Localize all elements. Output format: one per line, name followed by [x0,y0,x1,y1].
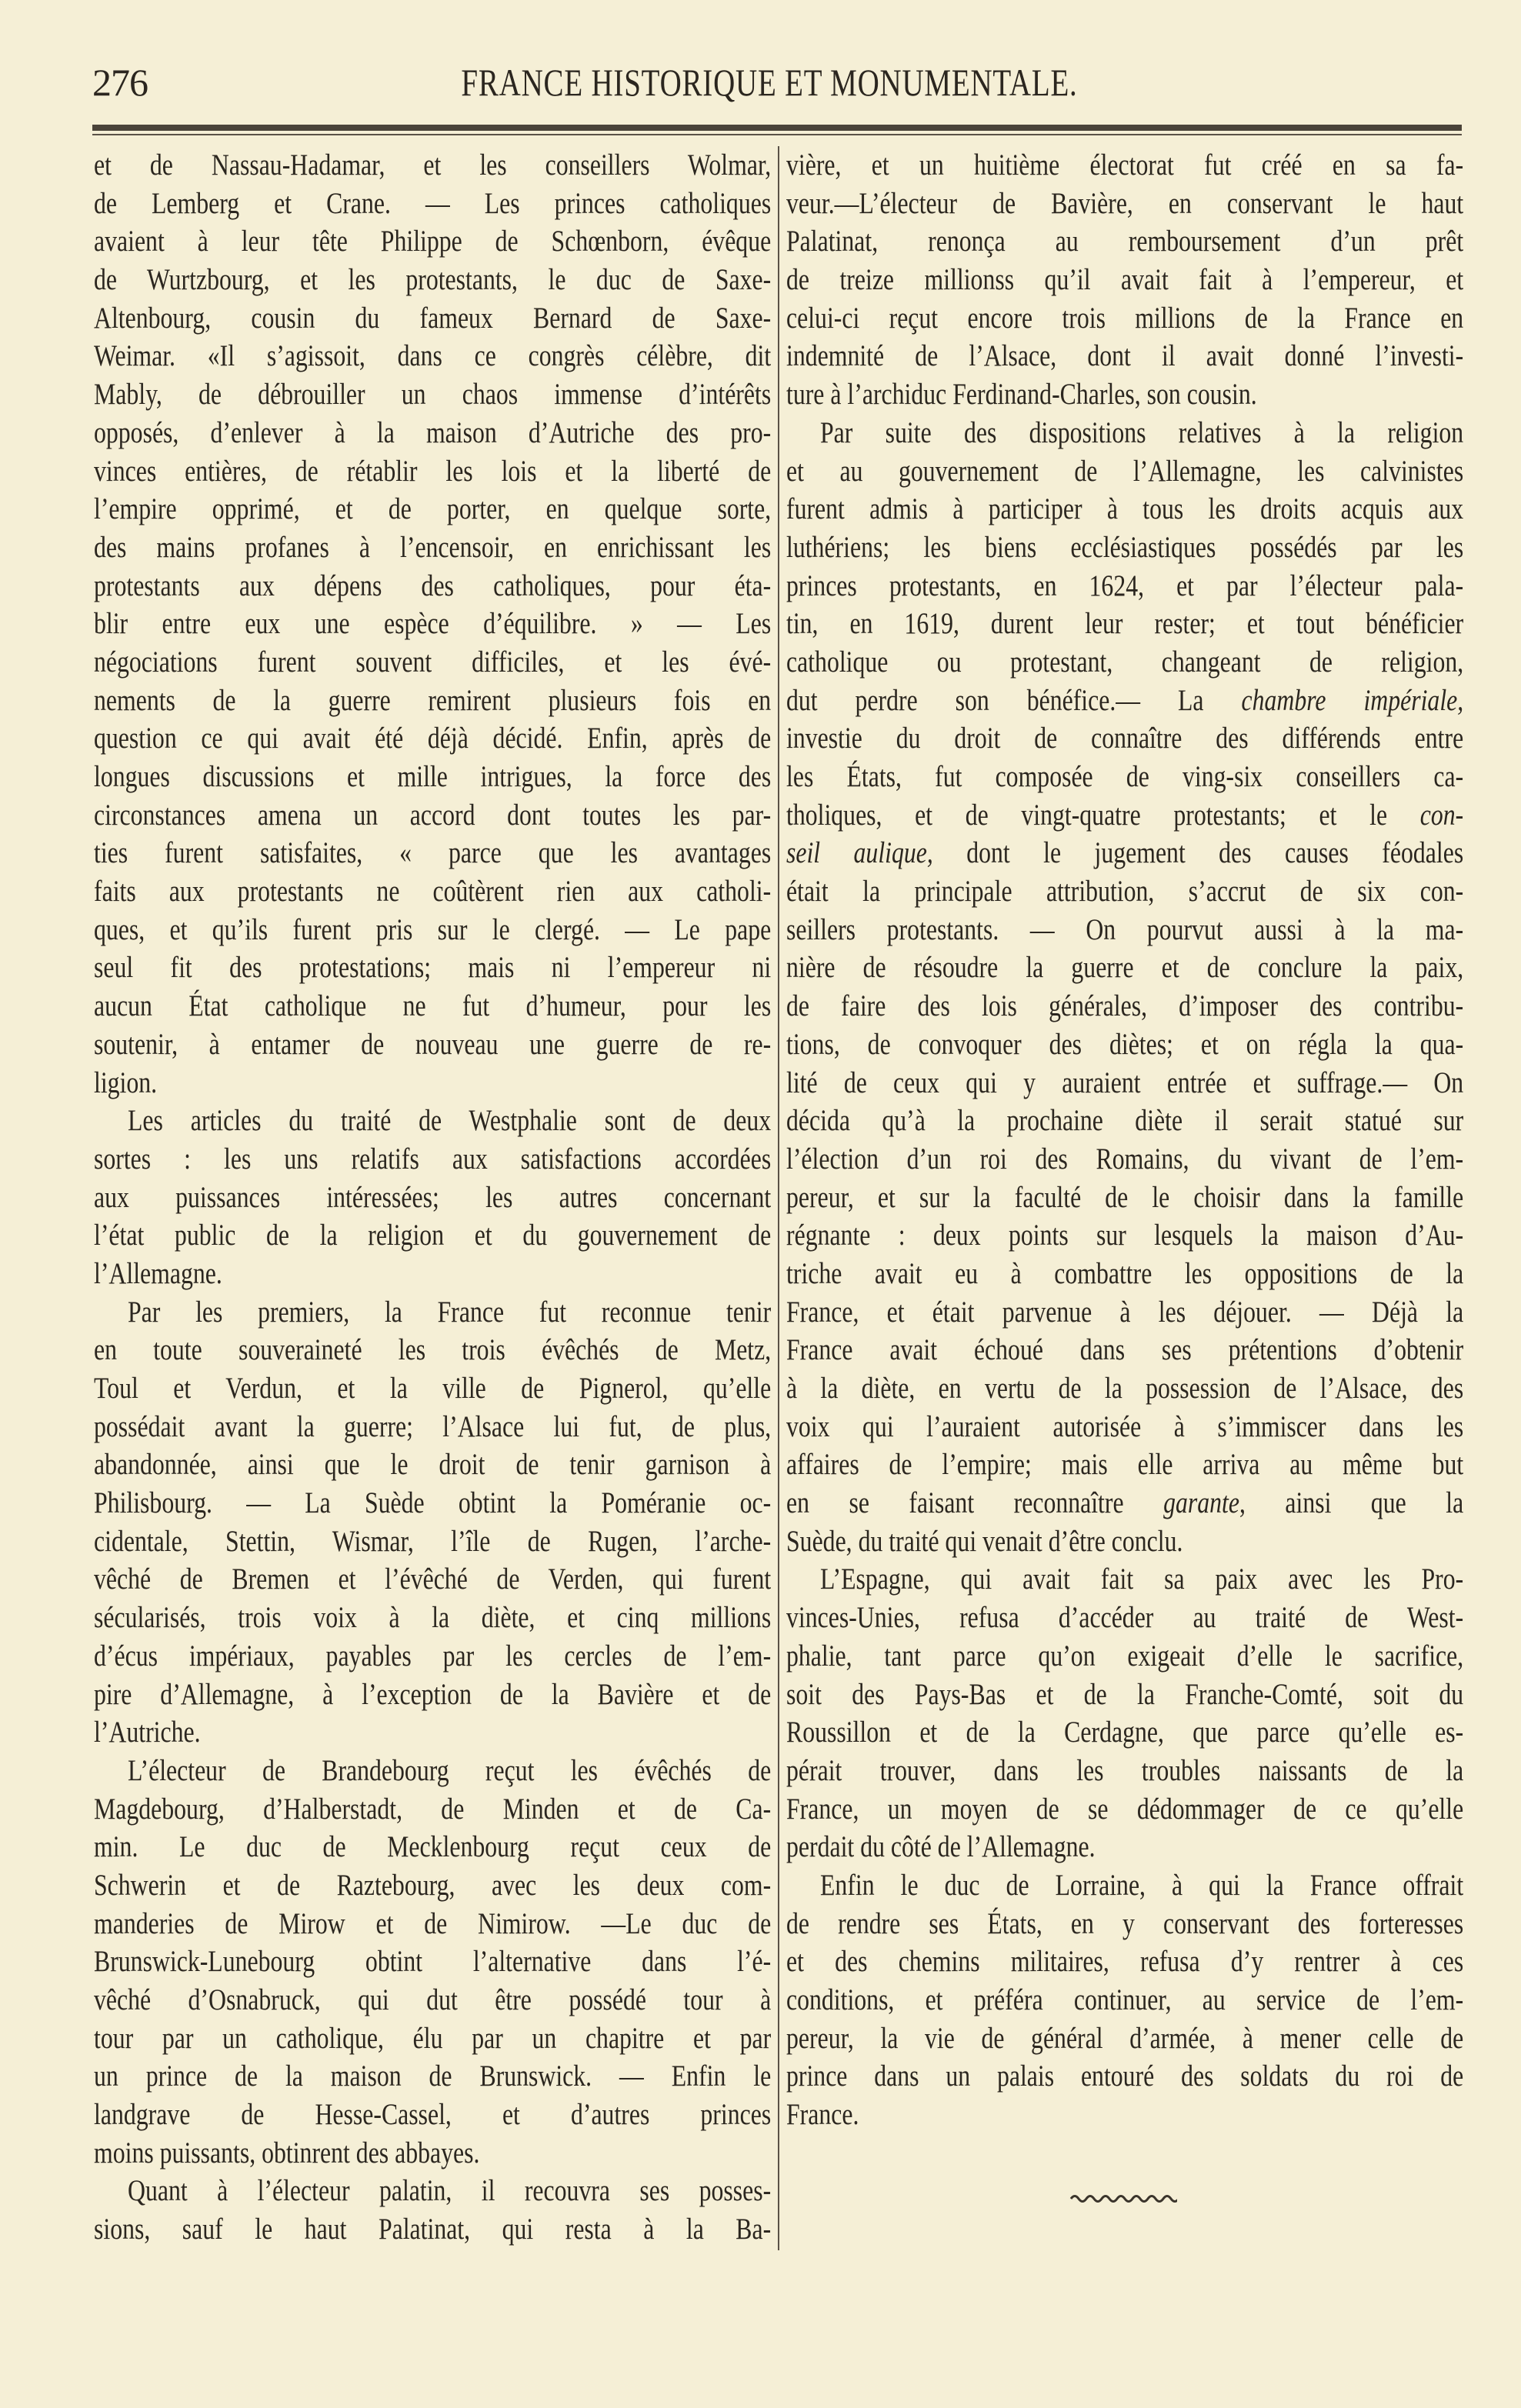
text-line: l’Autriche. [94,1716,201,1749]
paragraph [94,1293,771,1752]
text-line: opposés, d’enlever à la maison d’Autriche des pro- [94,415,772,449]
paragraph [94,146,771,1102]
text-line: moins puissants, obtinrent des abbayes. [94,2136,480,2170]
text-line: de Wurtzbourg, et les protestants, le duc de Saxe- [94,263,772,297]
paragraph [786,1560,1463,1866]
text-segment: dont le jugement des causes féodales [932,836,1464,870]
text-line: l’empire opprimé, et de porter, en quelque sorte, [94,492,772,526]
text-line: triche avait eu à combattre les oppositions de la [786,1256,1464,1290]
text-line: pereur, et sur la faculté de le choisir dans la famille [786,1180,1464,1214]
text-line: Altenbourg, cousin du fameux Bernard de Saxe- [94,301,772,335]
text-line: furent admis à participer à tous les droits acquis aux [786,492,1464,526]
text-line: L’électeur de Brandebourg reçut les évêchés de [128,1753,772,1787]
text-line: France avait échoué dans ses prétentions d’obtenir [786,1333,1464,1367]
paragraph [94,1102,771,1292]
text-line: prince dans un palais entouré des soldats du roi de [786,2059,1464,2093]
text-line: des mains profanes à l’encensoir, en enrichissant les [94,530,772,564]
text-line: investie du droit de connaître des différends entre [786,722,1464,755]
text-line: question ce qui avait été déjà décidé. Enfin, après de [94,722,772,755]
text-line: ques, et qu’ils furent pris sur le clergé. — Le pape [94,912,772,946]
paragraph [94,1752,771,2173]
text-line: L’Espagne, qui avait fait sa paix avec les Pro- [820,1563,1464,1596]
text-line: l’élection d’un roi des Romains, du vivant de l’em- [786,1142,1464,1176]
text-line: et des chemins militaires, refusa d’y rentrer à ces [786,1945,1464,1979]
text-line: soit des Pays-Bas et de la Franche-Comté, soit du [786,1677,1464,1711]
text-line: circonstances amena un accord dont toutes les par- [94,798,772,832]
text-line: Enfin le duc de Lorraine, à qui la France offrait [820,1868,1464,1902]
text-line: luthériens; les biens ecclésiastiques possédés par les [786,530,1464,564]
right-column [786,146,1463,2134]
text-line: était la principale attribution, s’accrut de six con- [786,875,1464,909]
text-segment: dut perdre son bénéfice.— La [786,683,1242,717]
text-line: les États, fut composée de ving-six conseillers ca- [786,760,1464,793]
left-column [94,146,771,2249]
text-line: d’écus impériaux, payables par les cercles de l’em- [94,1639,772,1673]
text-line: l’état public de la religion et du gouvernement de [94,1219,772,1252]
text-line: Suède, du traité qui venait d’être conclu. [786,1524,1183,1558]
text-line: nements de la guerre remirent plusieurs fois en [94,683,772,717]
text-line: faits aux protestants ne coûtèrent rien aux catholi- [94,875,772,909]
text-line: pérait trouver, dans les troubles naissants de la [786,1753,1464,1787]
text-line: aux puissances intéressées; les autres concernant [94,1180,772,1214]
page-number: 276 [92,61,148,104]
text-line: abandonnée, ainsi que le droit de tenir garnison à [94,1448,772,1482]
text-line: blir entre eux une espèce d’équilibre. » — Les [94,607,772,641]
text-line: aucun État catholique ne fut d’humeur, pour les [94,989,772,1023]
paragraph [94,2172,771,2248]
text-line: protestants aux dépens des catholiques, pour éta- [94,569,772,602]
italic-text: con- [1419,798,1464,832]
text-line: celui-ci reçut encore trois millions de la France en [786,301,1464,335]
text-line: Toul et Verdun, et la ville de Pignerol, qu’elle [94,1372,772,1405]
text-line: tin, en 1619, durent leur rester; et tout bénéficier [786,607,1464,641]
text-line: de rendre ses États, en y conservant des forteresses [786,1906,1464,1940]
text-line: France, un moyen de se dédommager de ce qu’elle [786,1792,1464,1826]
italic-text: garante [1163,1486,1239,1520]
text-line: perdait du côté de l’Allemagne. [786,1830,1096,1864]
text-line: manderies de Mirow et de Nimirow. —Le duc de [94,1906,772,1940]
text-line: Schwerin et de Raztebourg, avec les deux com- [94,1868,772,1902]
text-line: en toute souveraineté les trois évêchés de Metz, [94,1333,772,1367]
header-rule [92,125,1462,131]
text-line: un prince de la maison de Brunswick. — Enfin le [94,2059,772,2093]
text-line: vêché d’Osnabruck, qui dut être possédé tour à [94,1983,772,2016]
text-line: tour par un catholique, élu par un chapitre et par [94,2021,772,2055]
text-line: Par les premiers, la France fut reconnue tenir [128,1295,772,1329]
text-line: min. Le duc de Mecklenbourg reçut ceux de [94,1830,772,1864]
text-line: phalie, tant parce qu’on exigeait d’elle le sacrifice, [786,1639,1464,1673]
text-line: pereur, la vie de général d’armée, à mener celle de [786,2021,1464,2055]
text-line: et de Nassau-Hadamar, et les conseillers Wolmar, [94,148,772,182]
text-line: avaient à leur tête Philippe de Schœnborn, évêque [94,225,772,258]
text-line: l’Allemagne. [94,1256,222,1290]
text-line: voix qui l’auraient autorisée à s’immiscer dans les [786,1409,1464,1443]
text-line [786,834,1463,872]
text-line: affaires de l’empire; mais elle arriva au même but [786,1448,1464,1482]
text-line: et au gouvernement de l’Allemagne, les calvinistes [786,454,1464,488]
paragraph [786,146,1463,414]
text-line: sécularisés, trois voix à la diète, et cinq millions [94,1601,772,1635]
text-line: conditions, et préféra continuer, au service de l’em- [786,1983,1464,2016]
italic-text: seil aulique, [786,836,933,870]
header-rule-thin [92,134,1462,135]
running-title: FRANCE HISTORIQUE ET MONUMENTALE. [461,61,1078,104]
text-line: sions, sauf le haut Palatinat, qui resta à la Ba- [94,2213,772,2246]
italic-text: chambre impériale, [1241,683,1464,717]
text-line: pire d’Allemagne, à l’exception de la Bavière et de [94,1677,772,1711]
text-line: Mably, de débrouiller un chaos immense d’intérêts [94,378,772,412]
text-line: seillers protestants. — On pourvut aussi à la ma- [786,912,1464,946]
text-line: possédait avant la guerre; l’Alsace lui fut, de plus, [94,1409,772,1443]
text-line [786,796,1463,835]
text-line: catholique ou protestant, changeant de religion, [786,645,1464,679]
text-line: soutenir, à entamer de nouveau une guerre de re- [94,1027,772,1061]
text-line: de faire des lois générales, d’imposer des contribu- [786,989,1464,1023]
text-line: landgrave de Hesse-Cassel, et d’autres princes [94,2098,772,2132]
text-line: indemnité de l’Alsace, dont il avait donné l’investi- [786,339,1464,373]
text-line: vinces entières, de rétablir les lois et la liberté de [94,454,772,488]
text-line: à la diète, en vertu de la possession de l’Alsace, des [786,1372,1464,1405]
text-line: vière, et un huitième électorat fut créé en sa fa- [786,148,1464,182]
text-line: longues discussions et mille intrigues, la force des [94,760,772,793]
text-line: Quant à l’électeur palatin, il recouvra ses posses- [128,2174,772,2208]
text-line: princes protestants, en 1624, et par l’électeur pala- [786,569,1464,602]
text-line: Palatinat, renonça au remboursement d’un prêt [786,225,1464,258]
text-line: Les articles du traité de Westphalie sont de deux [128,1104,772,1138]
text-line: régnante : deux points sur lesquels la maison d’Au- [786,1219,1464,1252]
text-line: vêché de Bremen et l’évêché de Verden, qui furent [94,1563,772,1596]
text-line: cidentale, Stettin, Wismar, l’île de Rugen, l’arche- [94,1524,772,1558]
paragraph [786,414,1463,1561]
text-segment: en se faisant reconnaître [786,1486,1164,1520]
text-line: lité de ceux qui y auraient entrée et suffrage.— On [786,1066,1464,1099]
text-segment: , ainsi que la [1239,1486,1464,1520]
text-line [786,682,1463,720]
text-line: de Lemberg et Crane. — Les princes catholiques [94,186,772,220]
text-line: de treize millionss qu’il avait fait à l’empereur, et [786,263,1464,297]
end-ornament [1069,2193,1177,2205]
text-line: ligion. [94,1066,158,1099]
paragraph [786,1866,1463,2134]
text-line: Brunswick-Lunebourg obtint l’alternative dans l’é- [94,1945,772,1979]
text-line: négociations furent souvent difficiles, et les évé- [94,645,772,679]
column-divider [778,146,779,2250]
text-line: Roussillon et de la Cerdagne, que parce qu’elle es- [786,1716,1464,1749]
text-line: France, et était parvenue à les déjouer. — Déjà la [786,1295,1464,1329]
text-line: sortes : les uns relatifs aux satisfactions accordées [94,1142,772,1176]
text-line: ties furent satisfaites, « parce que les avantages [94,836,772,870]
text-line: ture à l’archiduc Ferdinand-Charles, son cousin. [786,378,1257,412]
text-line: France. [786,2098,859,2132]
text-line: seul fit des protestations; mais ni l’empereur ni [94,951,772,985]
text-line: nière de résoudre la guerre et de conclure la paix, [786,951,1464,985]
text-line: tions, de convoquer des diètes; et on régla la qua- [786,1027,1464,1061]
text-line: Par suite des dispositions relatives à la religion [820,415,1464,449]
text-line [786,1484,1463,1523]
text-line: veur.—L’électeur de Bavière, en conservant le haut [786,186,1464,220]
text-line: Weimar. «Il s’agissoit, dans ce congrès célèbre, dit [94,339,772,373]
text-line: Philisbourg. — La Suède obtint la Poméranie oc- [94,1486,772,1520]
text-segment: tholiques, et de vingt-quatre protestants; et le [786,798,1420,832]
text-line: décida qu’à la prochaine diète il serait statué sur [786,1104,1464,1138]
text-line: Magdebourg, d’Halberstadt, de Minden et de Ca- [94,1792,772,1826]
text-line: vinces-Unies, refusa d’accéder au traité de West- [786,1601,1464,1635]
